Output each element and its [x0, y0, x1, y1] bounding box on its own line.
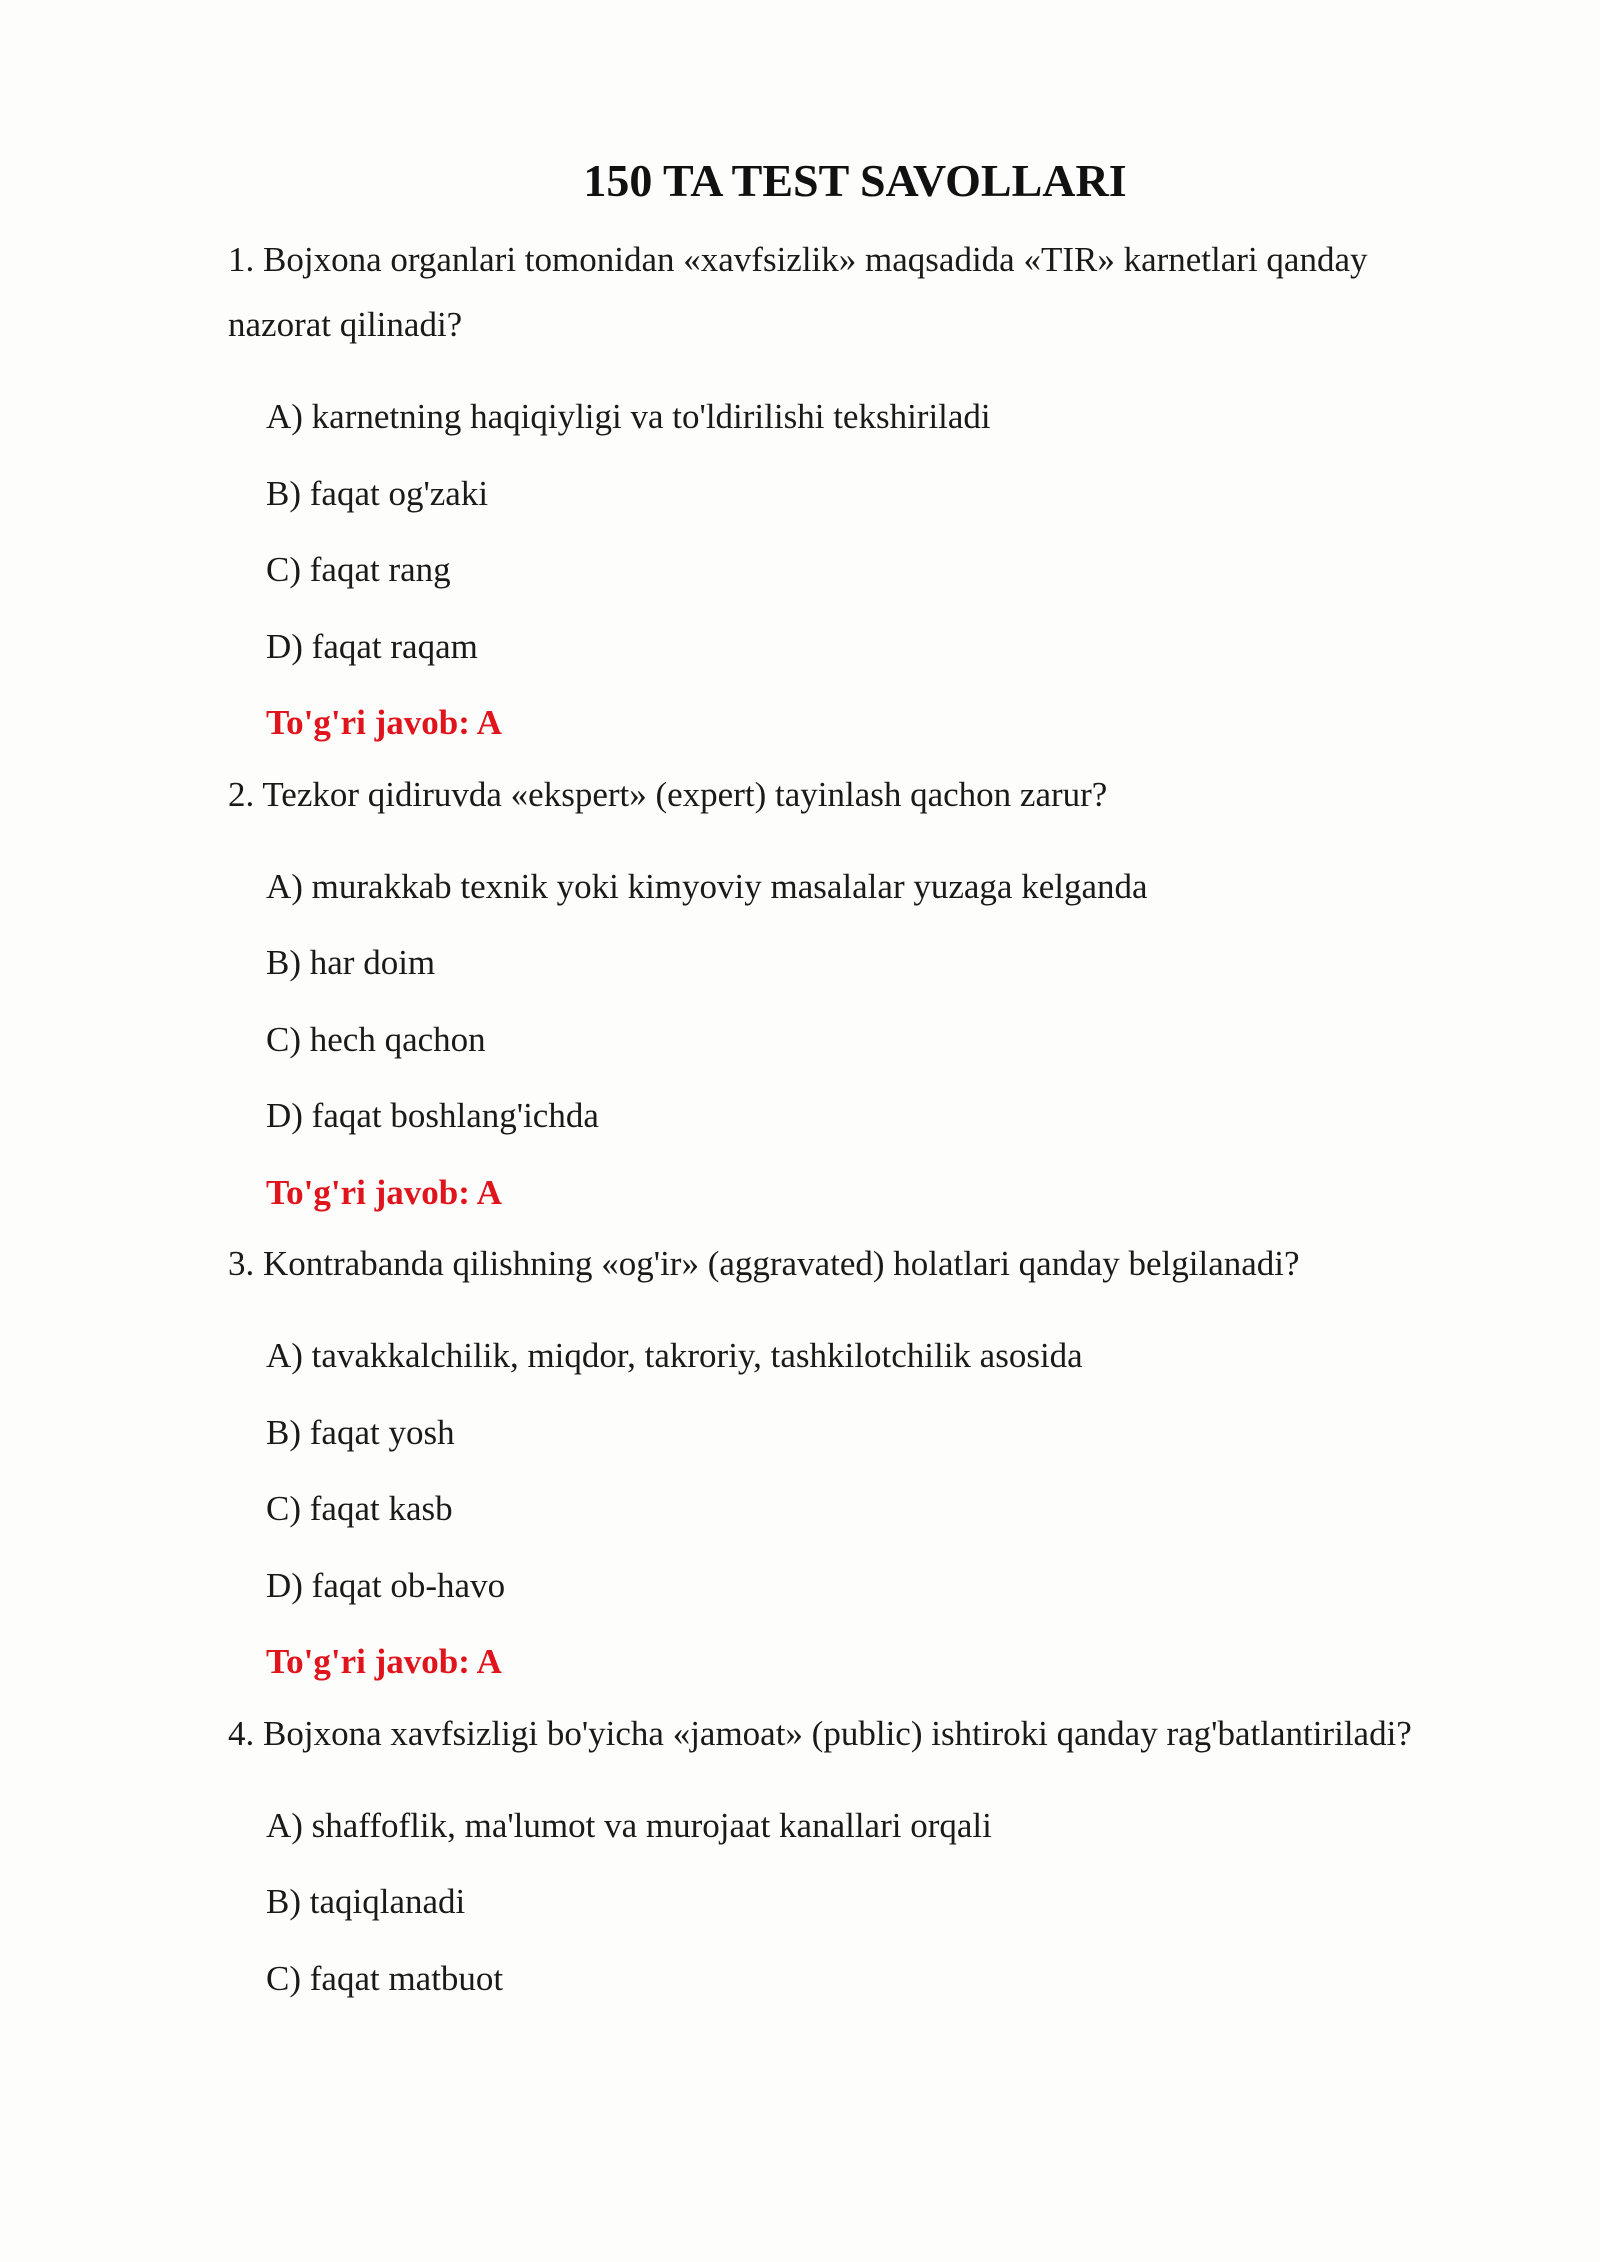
correct-answer: To'g'ri javob: A [266, 1642, 502, 1681]
correct-answer: To'g'ri javob: A [266, 703, 502, 742]
option-a: A) shaffoflik, ma'lumot va murojaat kanallari orqali [266, 1805, 992, 1845]
question-2 [0, 762, 1600, 1232]
question-text: 4. Bojxona xavfsizligi bo'yicha «jamoat» (public) ishtiroki qanday rag'batlantiriladi? [228, 1713, 1412, 1753]
question-text: 1. Bojxona organlari tomonidan «xavfsizlik» maqsadida «TIR» karnetlari qanday nazorat qilinadi? [228, 240, 1368, 344]
option-d: D) faqat raqam [266, 626, 478, 666]
correct-answer: To'g'ri javob: A [266, 1172, 502, 1212]
option-a: A) tavakkalchilik, miqdor, takroriy, tashkilotchilik asosida [266, 1336, 1083, 1375]
option-c: C) faqat kasb [266, 1489, 453, 1528]
question-1 [0, 227, 1600, 762]
option-c: C) faqat rang [266, 550, 451, 589]
option-b: B) taqiqlanadi [266, 1882, 466, 1921]
option-list [0, 379, 1600, 685]
option-list [0, 1318, 1600, 1624]
option-list [0, 1788, 1600, 2018]
option-list [0, 849, 1600, 1155]
option-b: B) har doim [266, 943, 436, 982]
question-text: 2. Tezkor qidiruvda «ekspert» (expert) tayinlash qachon zarur? [228, 774, 1108, 814]
option-d: D) faqat boshlang'ichda [266, 1096, 599, 1135]
option-b: B) faqat og'zaki [266, 473, 489, 513]
question-text: 3. Kontrabanda qilishning «og'ir» (aggravated) holatlari qanday belgilanadi? [228, 1244, 1300, 1283]
option-a: A) murakkab texnik yoki kimyoviy masalalar yuzaga kelganda [266, 866, 1148, 906]
option-a: A) karnetning haqiqiyligi va to'ldirilishi tekshiriladi [266, 397, 991, 436]
option-b: B) faqat yosh [266, 1412, 455, 1452]
question-3 [0, 1231, 1600, 1701]
option-c: C) faqat matbuot [266, 1958, 504, 1998]
option-d: D) faqat ob-havo [266, 1565, 506, 1605]
option-c: C) hech qachon [266, 1019, 486, 1059]
page-title: 150 TA TEST SAVOLLARI [583, 155, 1127, 206]
question-4 [0, 1701, 1600, 2018]
